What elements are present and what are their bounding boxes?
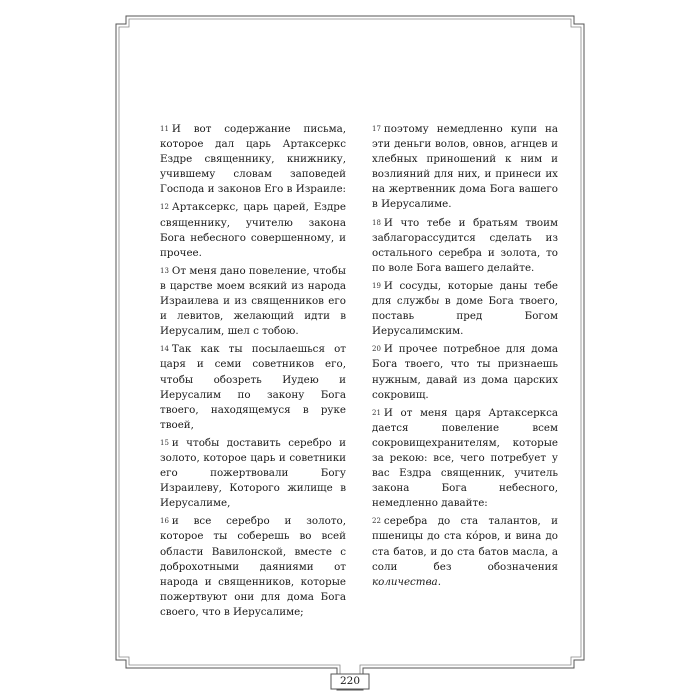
- verse-13: [160, 264, 346, 339]
- text-column-right: [372, 122, 558, 593]
- verse-11: [160, 122, 346, 197]
- verse-text: От меня дано повеление, чтобы в царстве моем всякий из народа Израилева и из священников его и левитов, желающий идти в Иерусалим, шел с тобою.: [160, 264, 346, 338]
- verse-16: [160, 514, 346, 620]
- verse-number: 17: [372, 125, 381, 133]
- verse-number: 12: [160, 203, 169, 212]
- verse-text: И прочее потребное для дома Бога твоего, что ты признаешь нужным, давай из дома царских сокровищ.: [372, 343, 558, 401]
- verse-text: И вот содержание письма, которое дал царь Артаксеркс Ездре священнику, книжнику, учившему словам заповедей Господа и законов Его в Израиле:: [160, 123, 347, 196]
- verse-21: [372, 406, 558, 512]
- verse-number: 11: [160, 125, 169, 133]
- verse-text: поэтому немедленно купи на эти деньги волов, овнов, агнцев и хлебных приношений к ним и возлияний для них, и принеси их на жертвенник дома Бога вашего в Иерусалиме.: [372, 123, 558, 211]
- verse-number: 16: [160, 517, 169, 526]
- verse-18: [372, 216, 558, 276]
- verse-number: 15: [160, 438, 169, 447]
- verse-number: 20: [372, 345, 381, 354]
- verse-17: [372, 122, 558, 213]
- verse-text-italic: ы: [430, 295, 440, 308]
- verse-15: [160, 436, 346, 511]
- verse-text: И от меня царя Артаксеркса дается повеление всем сокровищехранителям, которые за рекою: все, чего потребует у вас Ездра священник, учитель закона Бога небесного, немедленно давайте:: [372, 406, 558, 510]
- verse-number: 13: [160, 266, 169, 275]
- verse-text: И сосуды, которые даны тебе для служб: [372, 279, 558, 308]
- verse-number: 19: [372, 281, 381, 290]
- verse-14: [160, 342, 346, 433]
- verse-19: [372, 279, 558, 339]
- verse-text: .: [437, 575, 441, 588]
- verse-number: 18: [372, 218, 381, 227]
- verse-text-italic: количества: [372, 575, 438, 588]
- text-column-left: [160, 122, 346, 623]
- page-number: 220: [339, 675, 361, 687]
- verse-text: в доме Бога твоего, поставь пред Богом Иерусалимским.: [372, 295, 558, 338]
- verse-text: и все серебро и золото, которое ты соберешь во всей области Вавилонской, вместе с доброхотными даяниями от народа и священников, которые пожертвуют они для дома Бога своего, что в Иерусалиме;: [160, 515, 346, 618]
- verse-text: Так как ты посылаешься от царя и семи советников его, чтобы обозреть Иудею и Иерусалим по закону Бога твоего, находящемуся в руке твоей,: [160, 343, 346, 431]
- verse-number: 14: [160, 345, 169, 354]
- verse-text: Артаксеркс, царь царей, Ездре священнику, учителю закона Бога небесного совершенному, и прочее.: [160, 201, 346, 259]
- verse-number: 21: [372, 408, 381, 417]
- verse-number: 22: [372, 517, 381, 526]
- verse-text: и чтобы доставить серебро и золото, которое царь и советники его пожертвовали Богу Израилеву, Которого жилище в Иерусалиме,: [160, 436, 346, 510]
- verse-12: [160, 200, 346, 260]
- verse-22: [372, 514, 558, 589]
- verse-text: серебра до ста талантов, и пшеницы до ста кóров, и вина до ста батов, и до ста батов масла, а соли без обозначения: [372, 515, 558, 573]
- verse-20: [372, 342, 558, 402]
- verse-text: И что тебе и братьям твоим заблагорассудится сделать из остального серебра и золота, то по воле Бога вашего делайте.: [372, 216, 558, 274]
